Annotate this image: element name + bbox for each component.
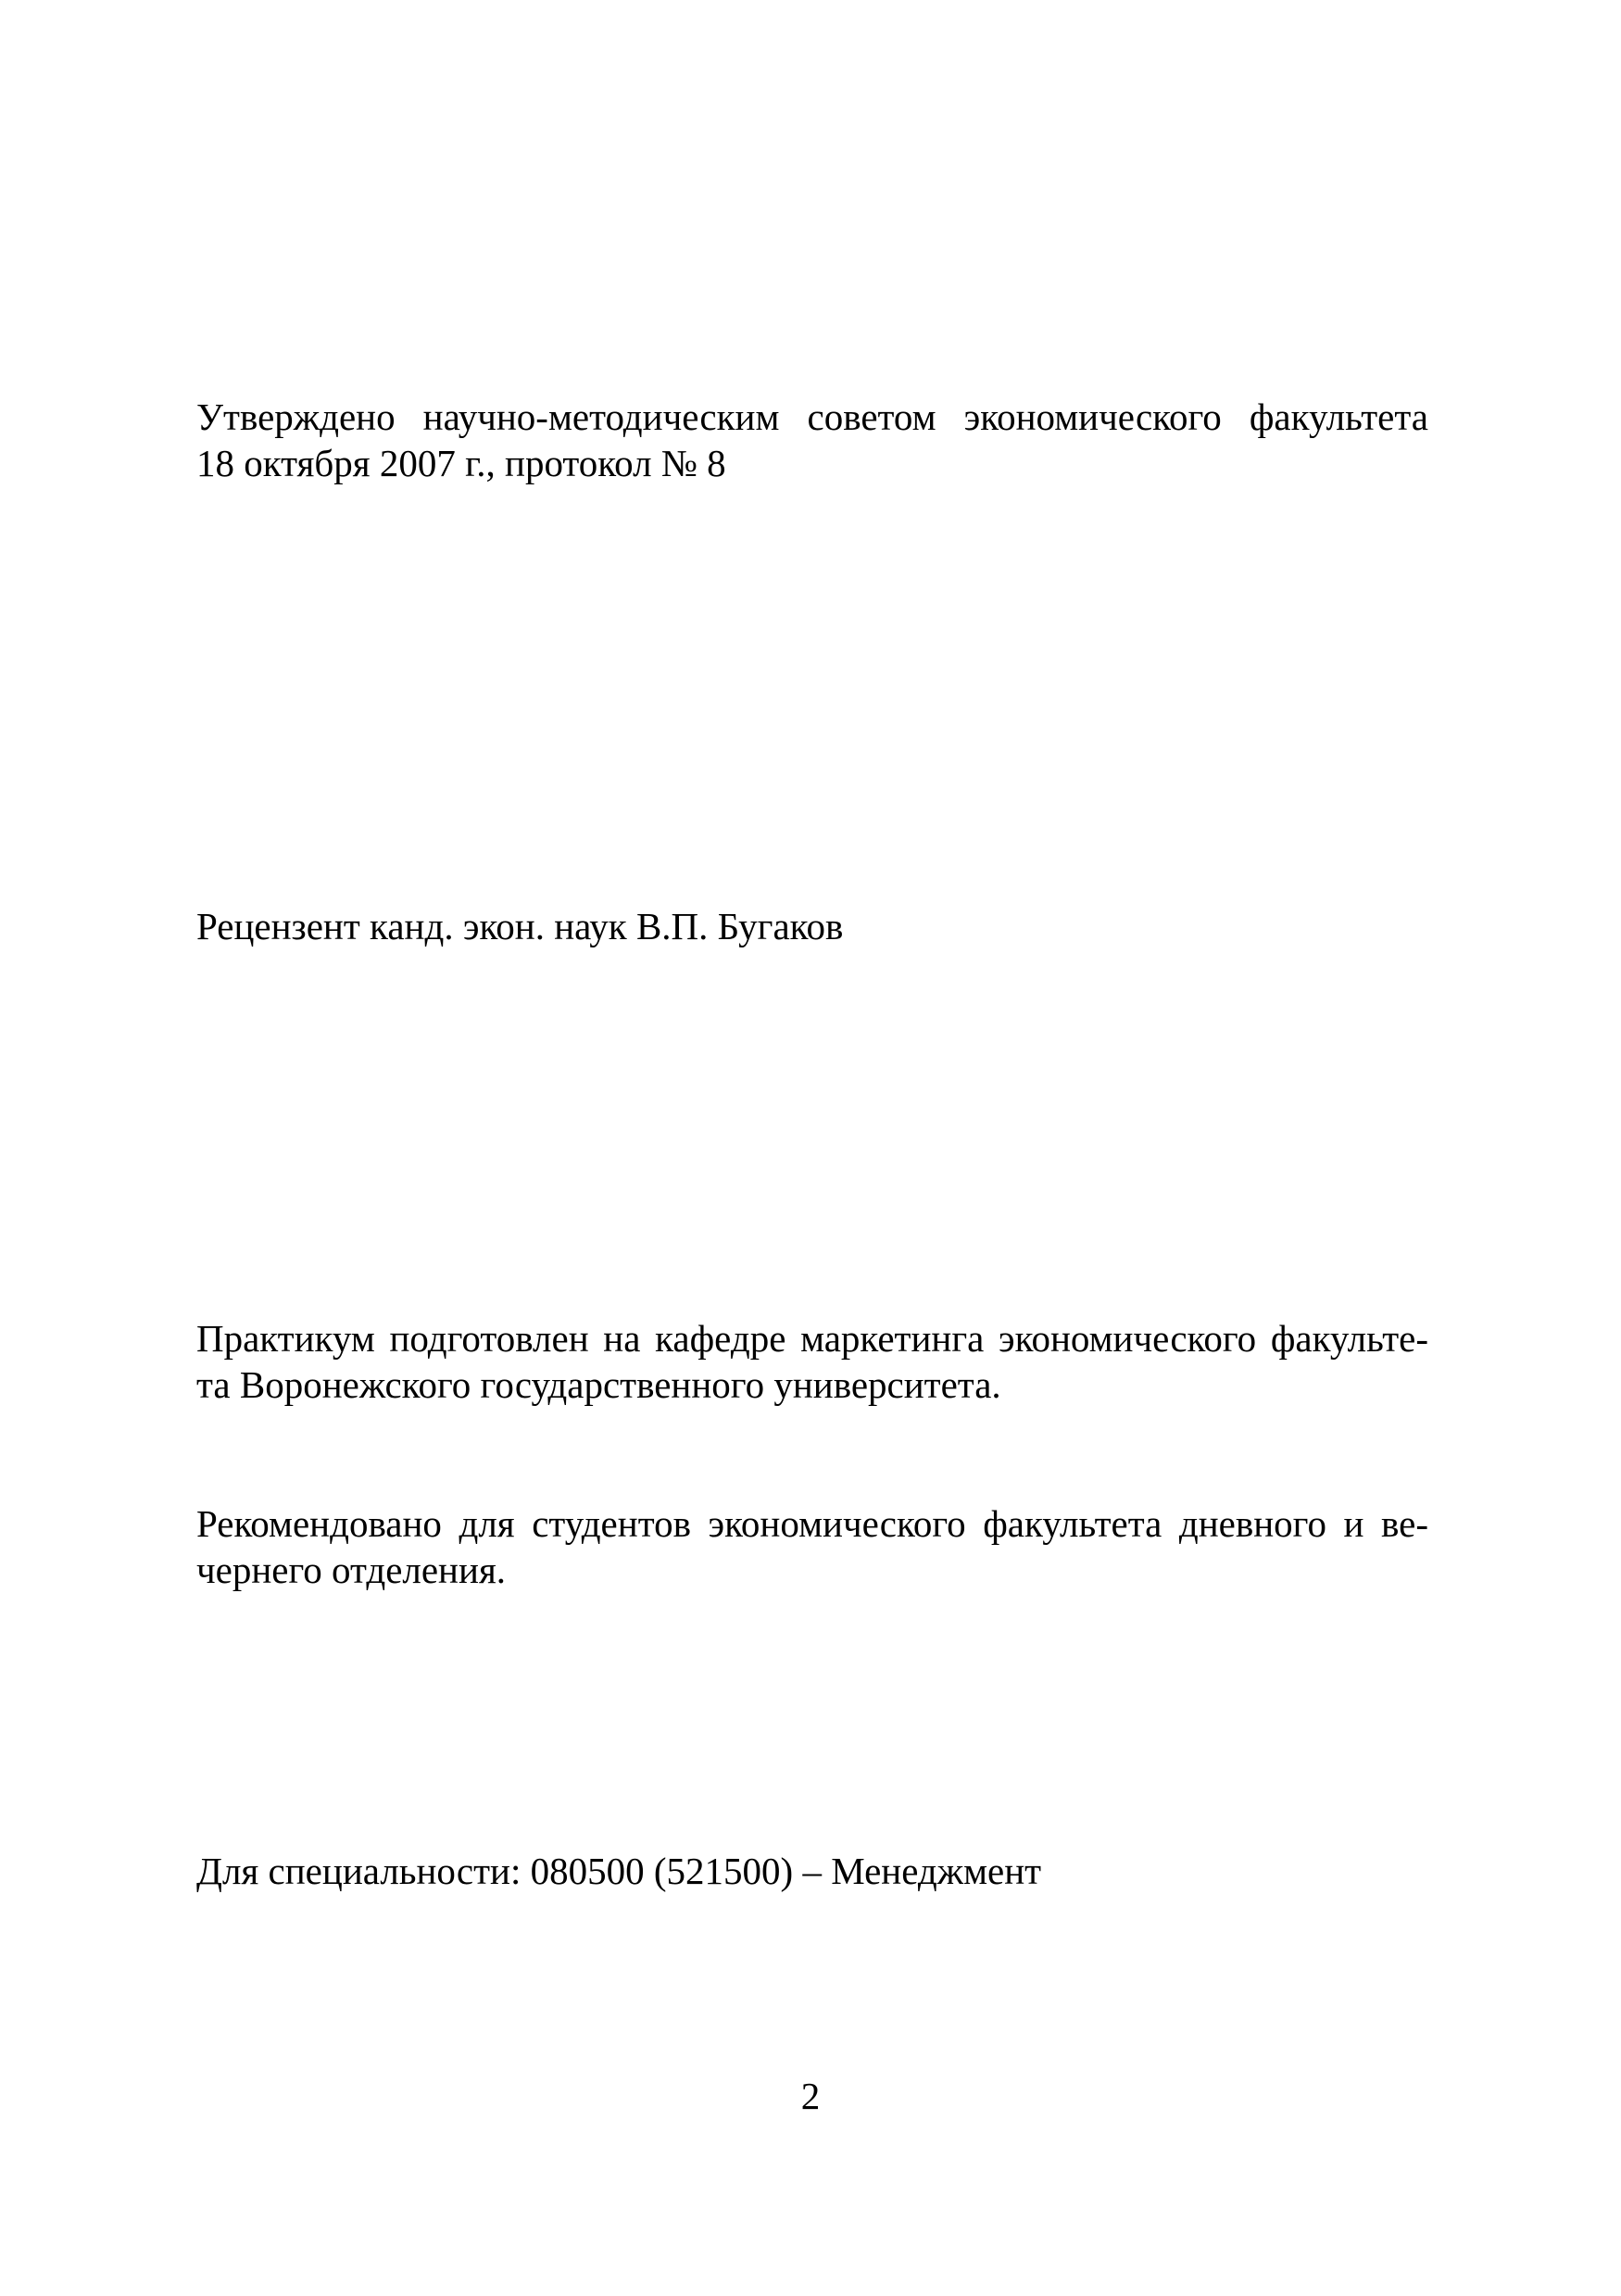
specialty-note [196, 1848, 1428, 1894]
prepared-note-line-2: та Воронежского государственного университета. [196, 1363, 1001, 1406]
reviewer-text: Рецензент канд. экон. наук В.П. Бугаков [196, 905, 844, 947]
reviewer-note [196, 903, 1428, 949]
recommended-note [196, 1500, 1428, 1593]
prepared-note-line-1: Практикум подготовлен на кафедре маркетинга экономического факульте- [196, 1317, 1428, 1360]
approval-note-line-1: Утверждено научно-методическим советом экономического факультета [196, 395, 1428, 438]
recommended-note-line-1: Рекомендовано для студентов экономического факультета дневного и ве- [196, 1502, 1428, 1545]
specialty-text: Для специальности: 080500 (521500) – Менеджмент [196, 1850, 1042, 1892]
page-number: 2 [800, 2075, 821, 2117]
prepared-note [196, 1315, 1428, 1408]
approval-note [196, 394, 1428, 486]
approval-note-line-2: 18 октября 2007 г., протокол № 8 [196, 442, 726, 484]
recommended-note-line-2: чернего отделения. [196, 1549, 507, 1591]
